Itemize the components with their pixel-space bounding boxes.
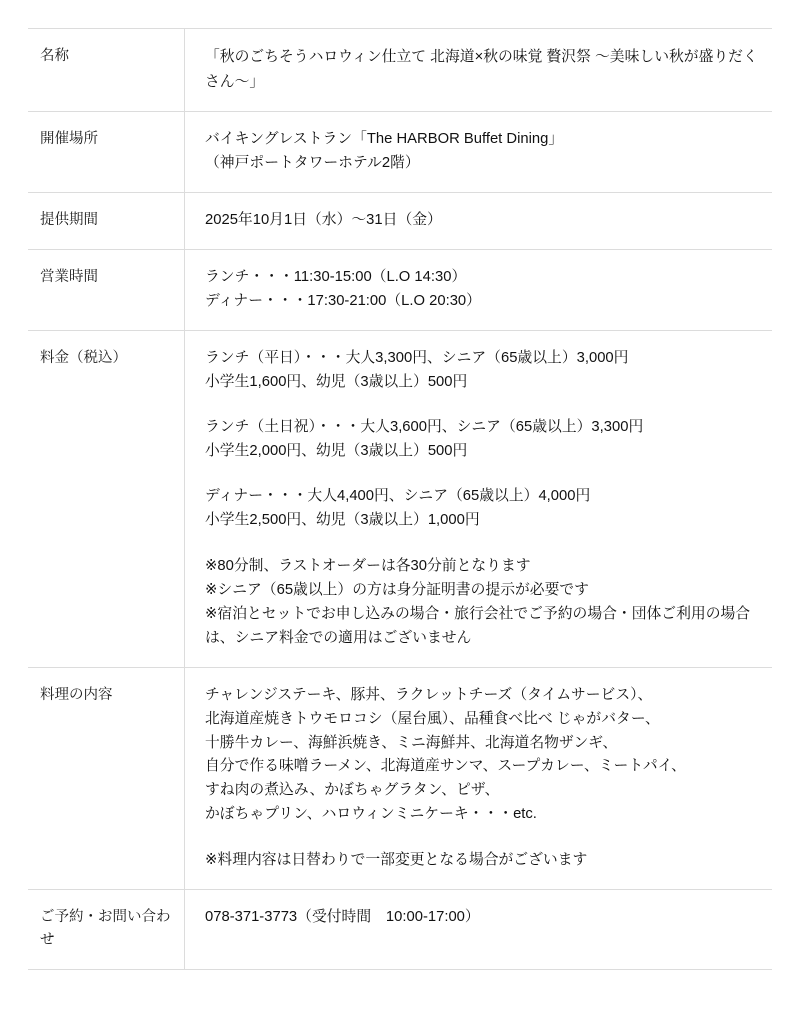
cell-line: バイキングレストラン「The HARBOR Buffet Dining」 [205,130,564,147]
table-row [28,111,772,192]
table-row [28,330,772,667]
cell-line: 「秋のごちそうハロウィン仕立て 北海道×秋の味覚 贅沢祭 〜美味しい秋が盛りだくさん〜」 [205,49,758,90]
table-row [28,29,772,112]
cell-line: かぼちゃプリン、ハロウィンミニケーキ・・・etc. [205,806,537,823]
cell-line: チャレンジステーキ、豚丼、ラクレットチーズ（タイムサービス）、 [205,686,653,703]
row-label: 料理の内容 [40,686,113,703]
table-row [28,889,772,969]
cell-line: ※料理内容は日替わりで一部変更となる場合がございます [205,851,588,868]
cell-line: ランチ・・・11:30-15:00（L.O 14:30） [205,268,467,285]
row-label: ご予約・お問い合わせ [40,908,171,949]
cell-line: 2025年10月1日（水）〜31日（金） [205,211,442,228]
row-value [185,111,773,192]
row-value [185,249,773,330]
table-body [28,29,772,970]
cell-line: ※宿泊とセットでお申し込みの場合・旅行会社でご予約の場合・団体ご利用の場合は、シニア料金での適用はございません [205,605,751,646]
cell-line: 小学生2,500円、幼児（3歳以上）1,000円 [205,512,480,529]
cell-line: （神戸ポートタワーホテル2階） [205,154,420,171]
table-row [28,249,772,330]
event-info-table [28,28,772,970]
cell-line: 北海道産焼きトウモロコシ（屋台風）、品種食べ比べ じゃがバター、 [205,710,660,727]
cell-line: ※80分制、ラストオーダーは各30分前となります [205,557,531,574]
cell-line: 自分で作る味噌ラーメン、北海道産サンマ、スープカレー、ミートパイ、 [205,758,686,775]
cell-line: 078-371-3773（受付時間 10:00-17:00） [205,908,480,925]
cell-line: ランチ（土日祝）・・・大人3,600円、シニア（65歳以上）3,300円 [205,418,644,435]
cell-line: ランチ（平日）・・・大人3,300円、シニア（65歳以上）3,000円 [205,349,629,366]
row-value [185,889,773,969]
row-label: 料金（税込） [40,349,127,366]
row-label: 開催場所 [40,130,98,147]
cell-line: 小学生2,000円、幼児（3歳以上）500円 [205,442,468,459]
cell-line: 十勝牛カレー、海鮮浜焼き、ミニ海鮮丼、北海道名物ザンギ、 [205,734,618,751]
row-label: 提供期間 [40,211,98,228]
table-row [28,192,772,249]
cell-line: ※シニア（65歳以上）の方は身分証明書の提示が必要です [205,581,589,598]
row-label: 名称 [40,48,69,64]
row-value [185,29,773,112]
row-value [185,192,773,249]
cell-line: ディナー・・・17:30-21:00（L.O 20:30） [205,292,481,309]
table-row [28,667,772,889]
cell-line: ディナー・・・大人4,400円、シニア（65歳以上）4,000円 [205,488,591,505]
cell-line: すね肉の煮込み、かぼちゃグラタン、ピザ、 [205,782,500,799]
row-value [185,667,773,889]
cell-line: 小学生1,600円、幼児（3歳以上）500円 [205,373,468,390]
row-value [185,330,773,667]
row-label: 営業時間 [40,268,98,285]
